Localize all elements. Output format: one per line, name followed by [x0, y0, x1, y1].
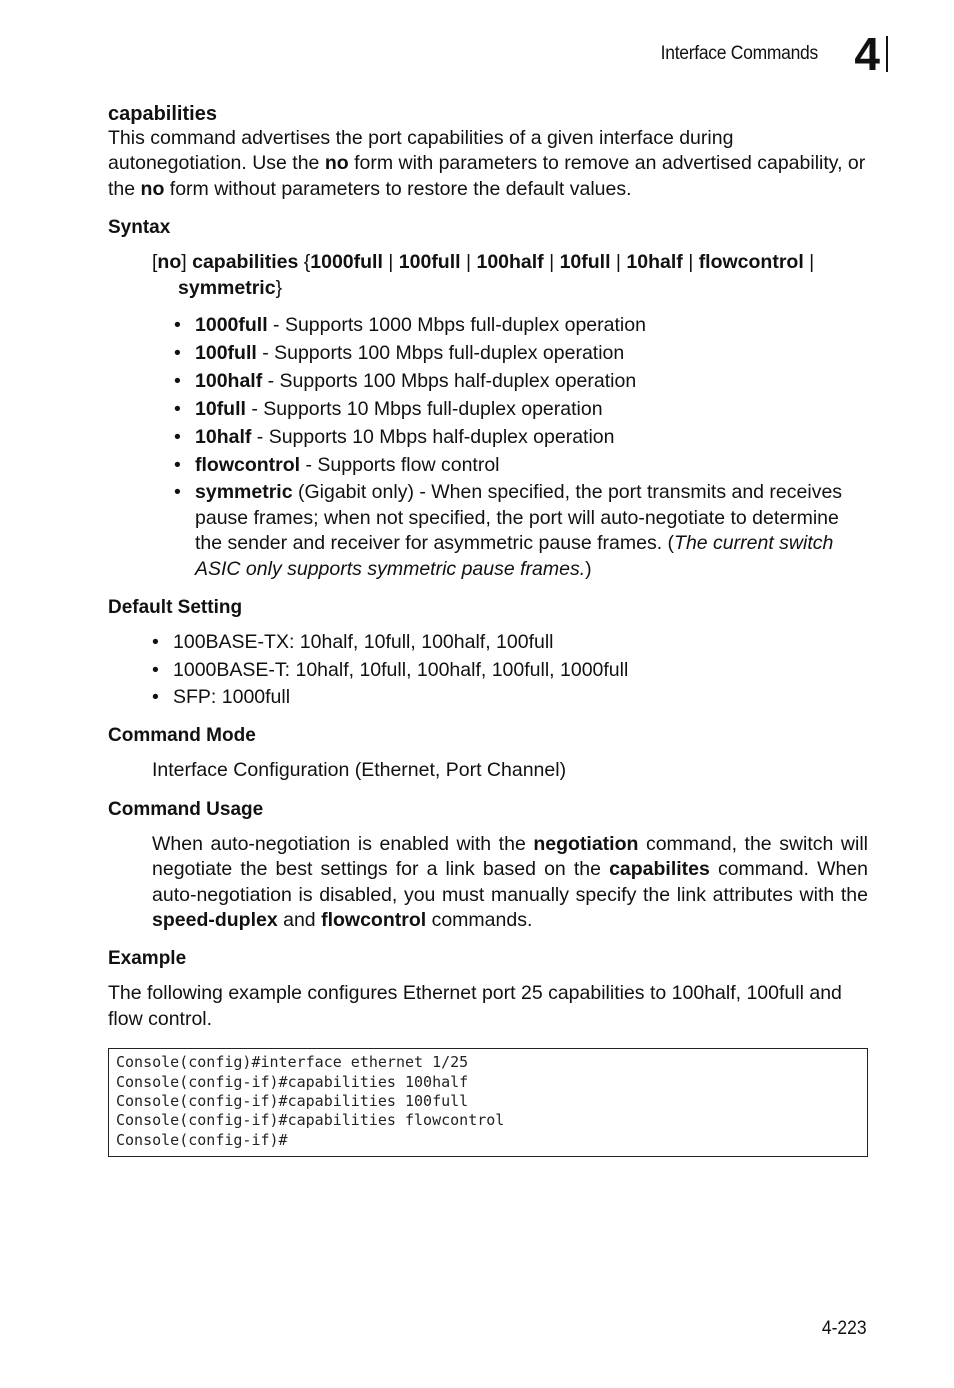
text-run: |: [543, 251, 560, 274]
text-run: |: [803, 251, 815, 274]
parameter-item: [174, 425, 868, 450]
page-number: 4-223: [822, 1318, 867, 1339]
bold-term: 10full: [195, 397, 246, 420]
page-content: [108, 102, 868, 1157]
text-run: - Supports 100 Mbps half-duplex operation: [262, 369, 637, 392]
code-line: Console(config)#interface ethernet 1/25: [116, 1053, 469, 1072]
text-run: and: [277, 908, 322, 931]
bold-term: 10half: [626, 251, 683, 274]
syntax-heading: Syntax: [108, 217, 171, 239]
parameter-item: [174, 453, 868, 478]
chapter-number: 4: [854, 28, 880, 80]
text-run: {: [298, 251, 311, 274]
command-title: capabilities: [108, 103, 217, 125]
example-heading: Example: [108, 948, 187, 970]
command-usage-heading: Command Usage: [108, 798, 264, 820]
text-run: ]: [181, 251, 193, 274]
parameter-item: [174, 397, 868, 422]
bold-term: 1000full: [195, 314, 268, 337]
text-run: |: [682, 251, 699, 274]
bold-term: 100full: [195, 341, 257, 364]
text-run: |: [382, 251, 399, 274]
text-run: command. When auto-negotiation is disabled, you must manually specify the link attributes with the: [152, 858, 869, 906]
parameter-item: [174, 480, 868, 582]
text-run: form with parameters to remove an advertised capability, or the: [108, 152, 866, 200]
default-setting-list: [152, 630, 868, 710]
code-line: Console(config-if)#capabilities flowcontrol: [116, 1111, 505, 1130]
italic-note: The current switch ASIC only supports symmetric pause frames.: [195, 532, 834, 580]
default-item: • SFP: 1000full: [152, 685, 868, 710]
text-run: - Supports 100 Mbps full-duplex operation: [256, 341, 625, 364]
command-mode-text: Interface Configuration (Ethernet, Port Channel): [152, 759, 567, 782]
text-run: |: [460, 251, 477, 274]
parameter-item: [174, 341, 868, 366]
text-run: This command advertises the port capabilities of a given interface during autonegotiation. Use the: [108, 127, 734, 175]
bold-term: symmetric: [178, 276, 276, 299]
code-line: Console(config-if)#: [116, 1130, 288, 1149]
bold-term: capabilities: [192, 251, 299, 274]
command-usage-text: [152, 832, 868, 934]
header-title: Interface Commands: [660, 43, 818, 64]
default-setting-heading: Default Setting: [108, 597, 243, 619]
parameter-item: [174, 369, 868, 394]
bold-term: no: [140, 177, 165, 200]
bold-term: 100full: [398, 251, 461, 274]
bold-term: 100half: [195, 369, 263, 392]
text-run: - Supports 10 Mbps half-duplex operation: [251, 425, 615, 448]
chapter-tab: [840, 28, 888, 80]
bold-term: 100half: [476, 251, 544, 274]
text-run: [: [152, 251, 158, 274]
bold-term: speed-duplex: [152, 908, 278, 931]
text-run: form without parameters to restore the default values.: [164, 177, 632, 200]
bold-term: symmetric: [195, 481, 293, 504]
command-description: [108, 126, 868, 202]
example-intro: The following example configures Ethernet port 25 capabilities to 100half, 100full and flow control.: [108, 982, 842, 1030]
code-line: Console(config-if)#capabilities 100full: [116, 1091, 469, 1110]
bold-term: capabilites: [609, 858, 710, 881]
bold-term: no: [324, 152, 349, 175]
text-run: ): [585, 557, 592, 580]
text-run: - Supports flow control: [300, 453, 500, 476]
bold-term: flowcontrol: [698, 251, 804, 274]
bold-term: flowcontrol: [321, 908, 427, 931]
code-block: [108, 1048, 868, 1157]
bold-term: 10half: [195, 425, 252, 448]
bold-term: negotiation: [533, 832, 639, 855]
bold-term: no: [157, 251, 182, 274]
text-run: commands.: [426, 908, 533, 931]
text-run: (Gigabit only) - When specified, the port transmits and receives pause frames; when not specified, the port will auto-negotiate to determine the sender and receiver for asymmetric pause frames. (: [195, 481, 843, 555]
bold-term: 10full: [559, 251, 611, 274]
parameter-list: [174, 313, 868, 582]
default-item: • 100BASE-TX: 10half, 10full, 100half, 100full: [152, 630, 868, 655]
text-run: }: [275, 276, 283, 299]
text-run: When auto-negotiation is enabled with the: [152, 832, 534, 855]
text-run: |: [610, 251, 627, 274]
parameter-item: [174, 313, 868, 338]
code-line: Console(config-if)#capabilities 100half: [116, 1072, 469, 1091]
default-item: • 1000BASE-T: 10half, 10full, 100half, 100full, 1000full: [152, 658, 868, 683]
text-run: command, the switch will negotiate the best settings for a link based on the: [152, 832, 868, 881]
bold-term: 1000full: [310, 251, 383, 274]
command-mode-heading: Command Mode: [108, 725, 256, 747]
text-run: - Supports 1000 Mbps full-duplex operation: [267, 314, 646, 337]
page-header: [647, 28, 888, 80]
bold-term: flowcontrol: [195, 453, 301, 476]
syntax-line: [152, 250, 868, 301]
text-run: - Supports 10 Mbps full-duplex operation: [245, 397, 603, 420]
